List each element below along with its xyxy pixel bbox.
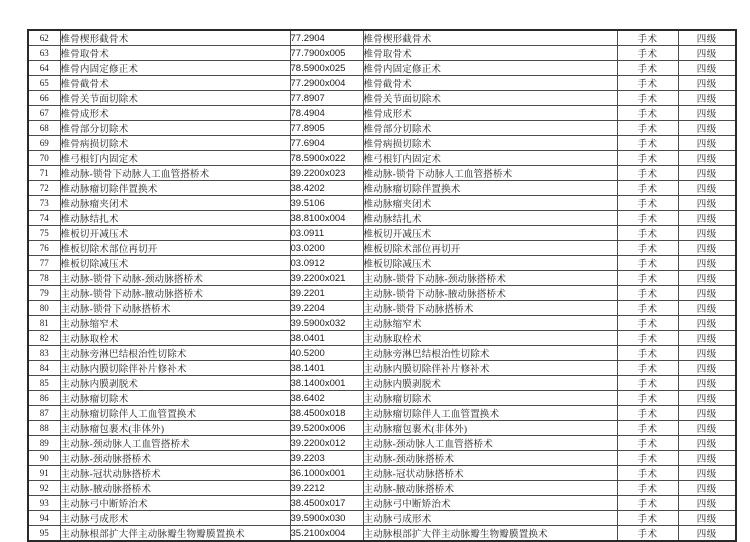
table-row — [28, 421, 736, 436]
surgery-grade-table — [27, 29, 737, 542]
procedure-name-repeat: 椎动脉瘤夹闭术 — [363, 196, 617, 211]
procedure-name: 主动脉瘤切除伴人工血管置换术 — [60, 406, 290, 421]
category-value: 手术 — [617, 211, 678, 226]
row-number: 86 — [28, 391, 60, 406]
procedure-code: 39.5106 — [290, 196, 363, 211]
procedure-name-repeat: 主动脉-锁骨下动脉搭桥术 — [363, 301, 617, 316]
row-number: 89 — [28, 436, 60, 451]
category-value: 手术 — [617, 106, 678, 121]
procedure-name: 主动脉-颈动脉搭桥术 — [60, 451, 290, 466]
table-row — [28, 30, 736, 46]
level-value: 四级 — [678, 136, 736, 151]
table-row — [28, 361, 736, 376]
row-number: 72 — [28, 181, 60, 196]
table-row — [28, 466, 736, 481]
category-value: 手术 — [617, 256, 678, 271]
procedure-code: 38.0401 — [290, 331, 363, 346]
table-row — [28, 451, 736, 466]
row-number: 75 — [28, 226, 60, 241]
row-number: 94 — [28, 511, 60, 526]
table-row — [28, 346, 736, 361]
level-value: 四级 — [678, 481, 736, 496]
table-row — [28, 286, 736, 301]
procedure-name-repeat: 主动脉-锁骨下动脉-颈动脉搭桥术 — [363, 271, 617, 286]
category-value: 手术 — [617, 376, 678, 391]
procedure-name: 主动脉-冠状动脉搭桥术 — [60, 466, 290, 481]
procedure-code: 36.1000x001 — [290, 466, 363, 481]
procedure-code: 38.1400x001 — [290, 376, 363, 391]
row-number: 65 — [28, 76, 60, 91]
category-value: 手术 — [617, 61, 678, 76]
level-value: 四级 — [678, 496, 736, 511]
category-value: 手术 — [617, 496, 678, 511]
row-number: 70 — [28, 151, 60, 166]
procedure-name: 主动脉-锁骨下动脉-颈动脉搭桥术 — [60, 271, 290, 286]
row-number: 95 — [28, 526, 60, 542]
level-value: 四级 — [678, 226, 736, 241]
table-row — [28, 196, 736, 211]
level-value: 四级 — [678, 91, 736, 106]
table-row — [28, 391, 736, 406]
procedure-name-repeat: 椎动脉瘤切除伴置换术 — [363, 181, 617, 196]
category-value: 手术 — [617, 76, 678, 91]
table-row — [28, 166, 736, 181]
row-number: 76 — [28, 241, 60, 256]
level-value: 四级 — [678, 106, 736, 121]
category-value: 手术 — [617, 46, 678, 61]
procedure-code: 77.2900x004 — [290, 76, 363, 91]
level-value: 四级 — [678, 61, 736, 76]
procedure-name: 椎板切除术部位再切开 — [60, 241, 290, 256]
procedure-name-repeat: 主动脉-冠状动脉搭桥术 — [363, 466, 617, 481]
procedure-code: 77.8905 — [290, 121, 363, 136]
row-number: 63 — [28, 46, 60, 61]
table-row — [28, 301, 736, 316]
level-value: 四级 — [678, 196, 736, 211]
procedure-code: 39.2200x012 — [290, 436, 363, 451]
procedure-name-repeat: 主动脉-颈动脉搭桥术 — [363, 451, 617, 466]
procedure-code: 77.8907 — [290, 91, 363, 106]
row-number: 66 — [28, 91, 60, 106]
row-number: 79 — [28, 286, 60, 301]
level-value: 四级 — [678, 436, 736, 451]
table-row — [28, 76, 736, 91]
procedure-name: 椎动脉瘤夹闭术 — [60, 196, 290, 211]
table-row — [28, 316, 736, 331]
row-number: 77 — [28, 256, 60, 271]
category-value: 手术 — [617, 421, 678, 436]
category-value: 手术 — [617, 181, 678, 196]
procedure-code: 78.5900x022 — [290, 151, 363, 166]
level-value: 四级 — [678, 151, 736, 166]
row-number: 69 — [28, 136, 60, 151]
row-number: 91 — [28, 466, 60, 481]
procedure-name-repeat: 主动脉-颈动脉人工血管搭桥术 — [363, 436, 617, 451]
level-value: 四级 — [678, 451, 736, 466]
table-row — [28, 91, 736, 106]
level-value: 四级 — [678, 511, 736, 526]
category-value: 手术 — [617, 121, 678, 136]
table-row — [28, 376, 736, 391]
level-value: 四级 — [678, 406, 736, 421]
table-row — [28, 271, 736, 286]
category-value: 手术 — [617, 481, 678, 496]
procedure-name-repeat: 主动脉-腋动脉搭桥术 — [363, 481, 617, 496]
row-number: 90 — [28, 451, 60, 466]
category-value: 手术 — [617, 151, 678, 166]
procedure-name-repeat: 主动脉缩窄术 — [363, 316, 617, 331]
row-number: 83 — [28, 346, 60, 361]
table-row — [28, 61, 736, 76]
procedure-code: 39.2204 — [290, 301, 363, 316]
category-value: 手术 — [617, 91, 678, 106]
category-value: 手术 — [617, 406, 678, 421]
row-number: 84 — [28, 361, 60, 376]
procedure-name: 椎动脉瘤切除伴置换术 — [60, 181, 290, 196]
procedure-code: 39.5900x030 — [290, 511, 363, 526]
table-body — [28, 30, 736, 541]
table-row — [28, 136, 736, 151]
procedure-name: 主动脉瘤包裹术(非体外) — [60, 421, 290, 436]
category-value: 手术 — [617, 466, 678, 481]
procedure-name-repeat: 椎板切除减压术 — [363, 256, 617, 271]
procedure-name: 主动脉瘤切除术 — [60, 391, 290, 406]
procedure-name-repeat: 椎动脉-锁骨下动脉人工血管搭桥术 — [363, 166, 617, 181]
procedure-code: 38.6402 — [290, 391, 363, 406]
level-value: 四级 — [678, 376, 736, 391]
procedure-code: 38.4500x017 — [290, 496, 363, 511]
table-row — [28, 496, 736, 511]
table-row — [28, 406, 736, 421]
procedure-code: 39.2200x023 — [290, 166, 363, 181]
procedure-name-repeat: 椎骨楔形截骨术 — [363, 30, 617, 46]
row-number: 71 — [28, 166, 60, 181]
procedure-name-repeat: 椎板切开减压术 — [363, 226, 617, 241]
level-value: 四级 — [678, 361, 736, 376]
procedure-code: 38.8100x004 — [290, 211, 363, 226]
row-number: 80 — [28, 301, 60, 316]
procedure-name: 椎骨部分切除术 — [60, 121, 290, 136]
level-value: 四级 — [678, 346, 736, 361]
table-row — [28, 46, 736, 61]
table-row — [28, 481, 736, 496]
procedure-name-repeat: 椎弓根钉内固定术 — [363, 151, 617, 166]
procedure-name-repeat: 主动脉弓成形术 — [363, 511, 617, 526]
procedure-code: 39.5200x006 — [290, 421, 363, 436]
procedure-name: 椎板切开减压术 — [60, 226, 290, 241]
procedure-name-repeat: 主动脉内膜剥脱术 — [363, 376, 617, 391]
level-value: 四级 — [678, 76, 736, 91]
procedure-name-repeat: 椎骨部分切除术 — [363, 121, 617, 136]
procedure-name-repeat: 主动脉瘤切除伴人工血管置换术 — [363, 406, 617, 421]
row-number: 87 — [28, 406, 60, 421]
category-value: 手术 — [617, 226, 678, 241]
category-value: 手术 — [617, 451, 678, 466]
table-row — [28, 511, 736, 526]
category-value: 手术 — [617, 316, 678, 331]
category-value: 手术 — [617, 136, 678, 151]
category-value: 手术 — [617, 166, 678, 181]
procedure-name-repeat: 椎骨取骨术 — [363, 46, 617, 61]
table-row — [28, 181, 736, 196]
procedure-code: 03.0911 — [290, 226, 363, 241]
level-value: 四级 — [678, 391, 736, 406]
procedure-name: 椎动脉-锁骨下动脉人工血管搭桥术 — [60, 166, 290, 181]
table-row — [28, 241, 736, 256]
procedure-name-repeat: 椎骨内固定修正术 — [363, 61, 617, 76]
table-row — [28, 226, 736, 241]
procedure-name: 椎弓根钉内固定术 — [60, 151, 290, 166]
procedure-code: 77.6904 — [290, 136, 363, 151]
procedure-name: 主动脉内膜剥脱术 — [60, 376, 290, 391]
procedure-code: 77.2904 — [290, 30, 363, 46]
row-number: 82 — [28, 331, 60, 346]
row-number: 68 — [28, 121, 60, 136]
level-value: 四级 — [678, 271, 736, 286]
category-value: 手术 — [617, 241, 678, 256]
procedure-code: 39.2200x021 — [290, 271, 363, 286]
category-value: 手术 — [617, 196, 678, 211]
procedure-name: 主动脉取栓术 — [60, 331, 290, 346]
procedure-name: 椎骨截骨术 — [60, 76, 290, 91]
procedure-code: 39.5900x032 — [290, 316, 363, 331]
category-value: 手术 — [617, 346, 678, 361]
procedure-name: 椎骨楔形截骨术 — [60, 30, 290, 46]
procedure-name: 椎板切除减压术 — [60, 256, 290, 271]
row-number: 93 — [28, 496, 60, 511]
procedure-name-repeat: 椎骨成形术 — [363, 106, 617, 121]
level-value: 四级 — [678, 301, 736, 316]
procedure-code: 78.4904 — [290, 106, 363, 121]
procedure-name: 主动脉-锁骨下动脉-腋动脉搭桥术 — [60, 286, 290, 301]
procedure-name-repeat: 主动脉取栓术 — [363, 331, 617, 346]
category-value: 手术 — [617, 391, 678, 406]
procedure-code: 38.4202 — [290, 181, 363, 196]
category-value: 手术 — [617, 511, 678, 526]
procedure-code: 35.2100x004 — [290, 526, 363, 542]
procedure-code: 03.0912 — [290, 256, 363, 271]
procedure-name-repeat: 主动脉旁淋巴结根治性切除术 — [363, 346, 617, 361]
procedure-code: 39.2212 — [290, 481, 363, 496]
level-value: 四级 — [678, 331, 736, 346]
level-value: 四级 — [678, 421, 736, 436]
table-row — [28, 331, 736, 346]
procedure-name: 椎骨成形术 — [60, 106, 290, 121]
procedure-name: 主动脉弓成形术 — [60, 511, 290, 526]
procedure-name: 椎动脉结扎术 — [60, 211, 290, 226]
table-row — [28, 436, 736, 451]
table-row — [28, 256, 736, 271]
procedure-name-repeat: 椎动脉结扎术 — [363, 211, 617, 226]
procedure-name: 主动脉内膜切除伴补片修补术 — [60, 361, 290, 376]
row-number: 92 — [28, 481, 60, 496]
procedure-name: 主动脉-锁骨下动脉搭桥术 — [60, 301, 290, 316]
procedure-name-repeat: 主动脉根部扩大伴主动脉瓣生物瓣膜置换术 — [363, 526, 617, 542]
level-value: 四级 — [678, 30, 736, 46]
level-value: 四级 — [678, 526, 736, 542]
procedure-name-repeat: 椎骨截骨术 — [363, 76, 617, 91]
procedure-name: 椎骨关节面切除术 — [60, 91, 290, 106]
category-value: 手术 — [617, 436, 678, 451]
procedure-name-repeat: 椎板切除术部位再切开 — [363, 241, 617, 256]
procedure-name-repeat: 主动脉瘤包裹术(非体外) — [363, 421, 617, 436]
procedure-name-repeat: 主动脉-锁骨下动脉-腋动脉搭桥术 — [363, 286, 617, 301]
level-value: 四级 — [678, 286, 736, 301]
level-value: 四级 — [678, 241, 736, 256]
row-number: 78 — [28, 271, 60, 286]
row-number: 62 — [28, 30, 60, 46]
level-value: 四级 — [678, 46, 736, 61]
procedure-name: 主动脉旁淋巴结根治性切除术 — [60, 346, 290, 361]
row-number: 81 — [28, 316, 60, 331]
procedure-name: 椎骨内固定修正术 — [60, 61, 290, 76]
procedure-code: 77.7900x005 — [290, 46, 363, 61]
level-value: 四级 — [678, 211, 736, 226]
procedure-code: 38.4500x018 — [290, 406, 363, 421]
table-row — [28, 121, 736, 136]
procedure-name-repeat: 主动脉内膜切除伴补片修补术 — [363, 361, 617, 376]
procedure-name-repeat: 椎骨病损切除术 — [363, 136, 617, 151]
table-row — [28, 526, 736, 542]
category-value: 手术 — [617, 361, 678, 376]
table-row — [28, 211, 736, 226]
category-value: 手术 — [617, 30, 678, 46]
procedure-name: 主动脉-腋动脉搭桥术 — [60, 481, 290, 496]
row-number: 88 — [28, 421, 60, 436]
level-value: 四级 — [678, 256, 736, 271]
procedure-code: 40.5200 — [290, 346, 363, 361]
table-row — [28, 151, 736, 166]
row-number: 74 — [28, 211, 60, 226]
level-value: 四级 — [678, 121, 736, 136]
level-value: 四级 — [678, 316, 736, 331]
row-number: 67 — [28, 106, 60, 121]
row-number: 64 — [28, 61, 60, 76]
category-value: 手术 — [617, 526, 678, 542]
procedure-name-repeat: 椎骨关节面切除术 — [363, 91, 617, 106]
category-value: 手术 — [617, 331, 678, 346]
procedure-code: 39.2203 — [290, 451, 363, 466]
row-number: 73 — [28, 196, 60, 211]
procedure-code: 38.1401 — [290, 361, 363, 376]
row-number: 85 — [28, 376, 60, 391]
procedure-name: 主动脉缩窄术 — [60, 316, 290, 331]
level-value: 四级 — [678, 466, 736, 481]
procedure-name: 椎骨取骨术 — [60, 46, 290, 61]
table-row — [28, 106, 736, 121]
procedure-name: 主动脉根部扩大伴主动脉瓣生物瓣膜置换术 — [60, 526, 290, 542]
category-value: 手术 — [617, 301, 678, 316]
level-value: 四级 — [678, 181, 736, 196]
level-value: 四级 — [678, 166, 736, 181]
procedure-code: 39.2201 — [290, 286, 363, 301]
procedure-code: 03.0200 — [290, 241, 363, 256]
procedure-name-repeat: 主动脉瘤切除术 — [363, 391, 617, 406]
procedure-name: 椎骨病损切除术 — [60, 136, 290, 151]
category-value: 手术 — [617, 286, 678, 301]
procedure-name: 主动脉-颈动脉人工血管搭桥术 — [60, 436, 290, 451]
procedure-name-repeat: 主动脉弓中断矫治术 — [363, 496, 617, 511]
procedure-code: 78.5900x025 — [290, 61, 363, 76]
procedure-name: 主动脉弓中断矫治术 — [60, 496, 290, 511]
category-value: 手术 — [617, 271, 678, 286]
